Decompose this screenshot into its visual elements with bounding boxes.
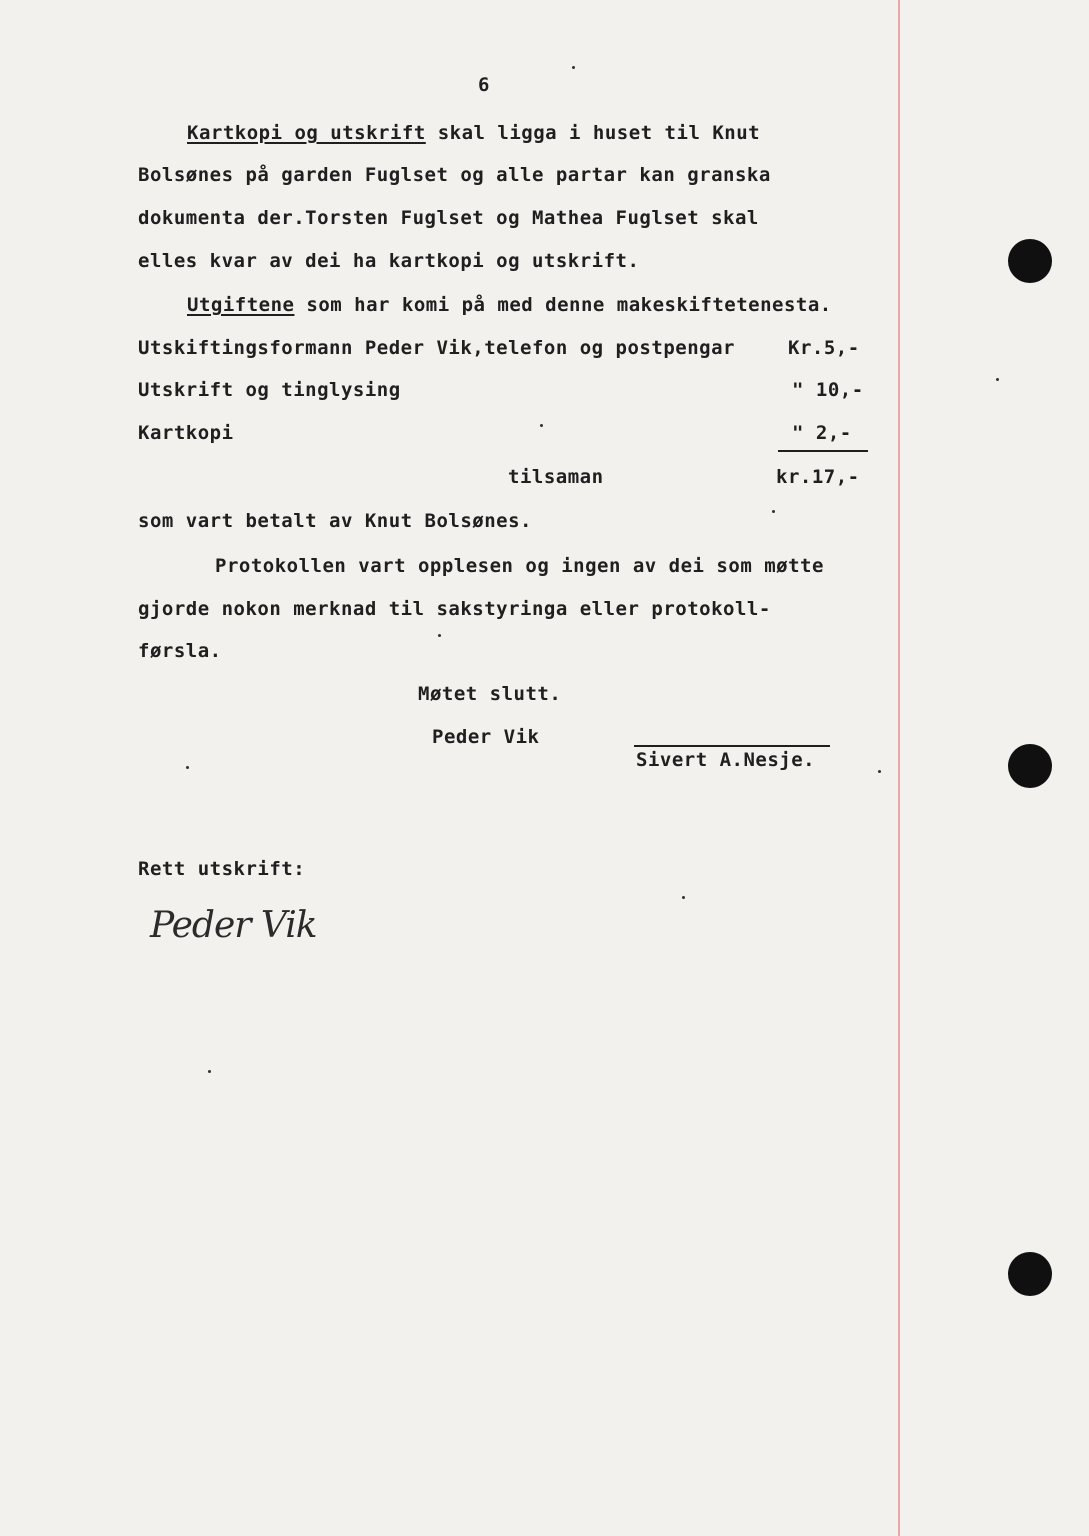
expense-label: Kartkopi <box>138 422 234 444</box>
speck <box>996 378 999 381</box>
speck <box>572 66 575 69</box>
signer-1: Peder Vik <box>432 726 540 748</box>
meeting-ended: Møtet slutt. <box>418 683 562 705</box>
para1-line4: elles kvar av dei ha kartkopi og utskrift. <box>138 250 640 272</box>
punch-hole <box>1008 239 1052 283</box>
para1-line1-rest: skal ligga i huset til Knut <box>425 122 761 144</box>
speck <box>540 424 543 427</box>
speck <box>682 896 685 899</box>
para2-line1-rest: som har komi på med denne makeskiftetenesta. <box>294 294 832 316</box>
para2-heading: Utgiftene <box>187 294 295 316</box>
para3-line3: førsla. <box>138 640 222 662</box>
total-label: tilsaman <box>508 466 604 488</box>
expense-amount: Kr.5,- <box>788 337 860 359</box>
para3-line2: gjorde nokon merknad til sakstyringa eller protokoll- <box>138 598 771 620</box>
expense-label: Utskrift og tinglysing <box>138 379 401 401</box>
speck <box>772 510 775 513</box>
para1-line2: Bolsønes på garden Fuglset og alle partar kan granska <box>138 164 771 186</box>
handwritten-signature: Peder Vik <box>150 905 317 946</box>
punch-hole <box>1008 1252 1052 1296</box>
punch-hole <box>1008 744 1052 788</box>
expense-label: Utskiftingsformann Peder Vik,telefon og postpengar <box>138 337 735 359</box>
certification-label: Rett utskrift: <box>138 858 306 880</box>
speck <box>878 770 881 773</box>
speck <box>208 1070 211 1073</box>
signature-line <box>634 745 830 747</box>
para2-line1 <box>187 294 832 316</box>
red-margin-line <box>898 0 900 1536</box>
expense-amount: " 10,- <box>792 379 864 401</box>
expense-amount: " 2,- <box>792 422 852 444</box>
paid-by-line: som vart betalt av Knut Bolsønes. <box>138 510 532 532</box>
para1-line3: dokumenta der.Torsten Fuglset og Mathea Fuglset skal <box>138 207 759 229</box>
sum-underline <box>778 450 868 452</box>
speck <box>438 634 441 637</box>
total-amount: kr.17,- <box>776 466 860 488</box>
signer-2: Sivert A.Nesje. <box>636 749 816 771</box>
speck <box>186 766 189 769</box>
page-number: 6 <box>478 74 490 96</box>
para3-line1: Protokollen vart opplesen og ingen av dei som møtte <box>215 555 824 577</box>
para1-line1 <box>187 122 760 144</box>
para1-heading: Kartkopi og utskrift <box>187 122 426 144</box>
